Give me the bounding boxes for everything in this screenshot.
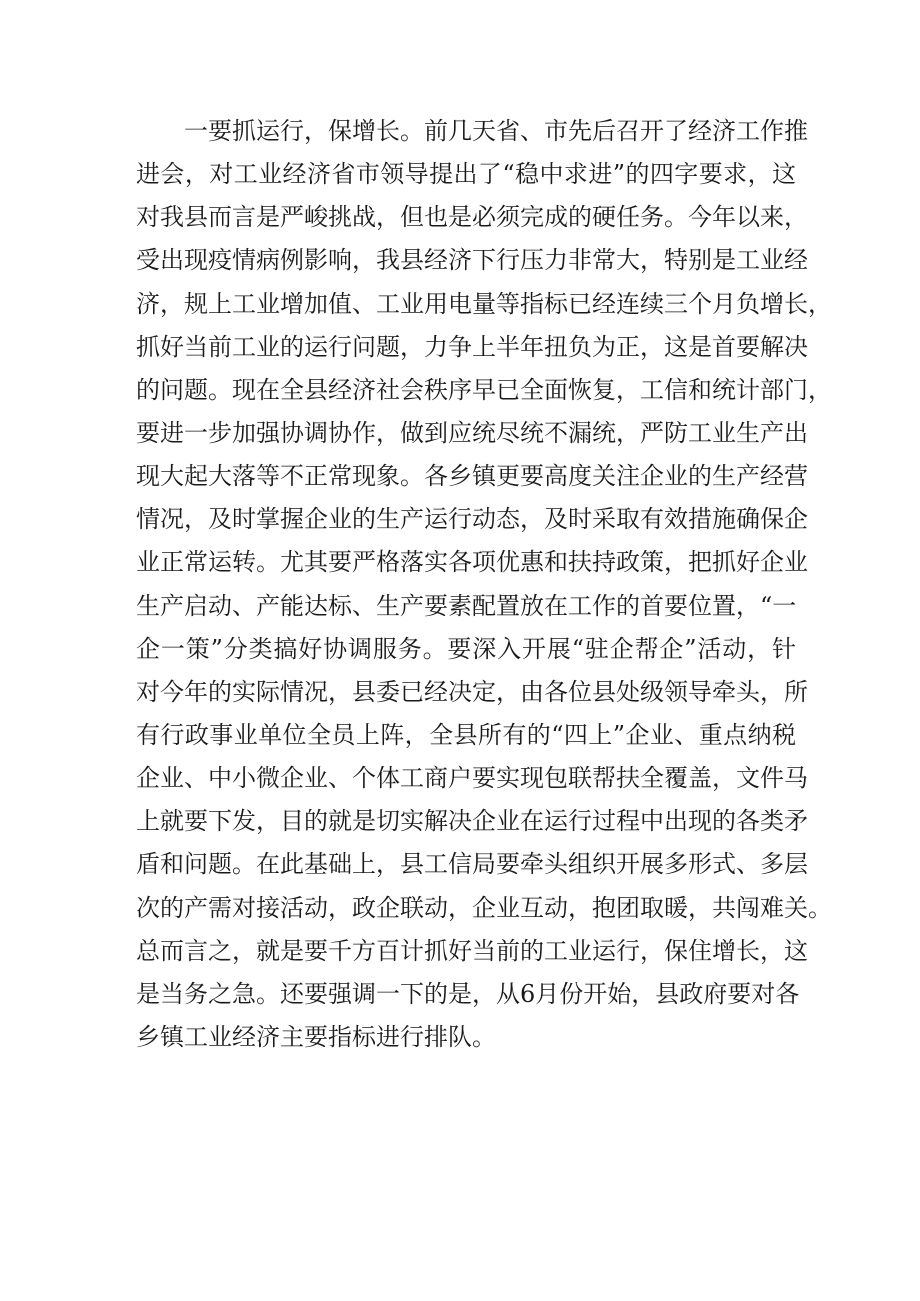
paragraph-line: 进会，对工业经济省市领导提出了“稳中求进”的四字要求，这 [136,160,796,189]
paragraph-line: 总而言之，就是要千方百计抓好当前的工业运行，保住增长，这 [136,936,808,965]
paragraph-line: 受出现疫情病例影响，我县经济下行压力非常大，特别是工业经 [136,246,808,275]
paragraph-line: 是当务之急。还要强调一下的是，从6月份开始，县政府要对各 [136,979,800,1008]
paragraph-line: 抓好当前工业的运行问题，力争上半年扭负为正，这是首要解决 [136,332,808,361]
paragraph-line: 有行政事业单位全员上阵，全县所有的“四上”企业、重点纳税 [136,720,796,749]
paragraph-line: 济，规上工业增加值、工业用电量等指标已经连续三个月负增长， [136,289,832,318]
paragraph-line: 企业、中小微企业、个体工商户要实现包联帮扶全覆盖，文件马 [136,764,808,793]
paragraph-line: 的问题。现在全县经济社会秩序早已全面恢复，工信和统计部门， [136,375,832,404]
body-paragraph [136,110,832,1059]
paragraph-line: 对今年的实际情况，县委已经决定，由各位县处级领导牵头，所 [136,677,808,706]
paragraph-line: 情况，及时掌握企业的生产运行动态，及时采取有效措施确保企 [136,505,808,534]
paragraph-line: 企一策”分类搞好协调服务。要深入开展“驻企帮企”活动，针 [136,634,796,663]
paragraph-line: 上就要下发，目的就是切实解决企业在运行过程中出现的各类矛 [136,807,808,836]
paragraph-line: 现大起大落等不正常现象。各乡镇更要高度关注企业的生产经营 [136,462,808,491]
paragraph-line: 生产启动、产能达标、生产要素配置放在工作的首要位置，“一 [136,591,797,620]
paragraph-line: 次的产需对接活动，政企联动，企业互动，抱团取暖，共闯难关。 [136,893,832,922]
paragraph-line: 一要抓运行，保增长。前几天省、市先后召开了经济工作推 [184,117,808,145]
paragraph-line: 要进一步加强协调协作，做到应统尽统不漏统，严防工业生产出 [136,418,808,447]
paragraph-line: 乡镇工业经济主要指标进行排队。 [136,1022,496,1051]
paragraph-line: 对我县而言是严峻挑战，但也是必须完成的硬任务。今年以来， [136,203,808,232]
paragraph-line: 盾和问题。在此基础上，县工信局要牵头组织开展多形式、多层 [136,850,808,879]
paragraph-line: 业正常运转。尤其要严格落实各项优惠和扶持政策，把抓好企业 [136,548,808,577]
